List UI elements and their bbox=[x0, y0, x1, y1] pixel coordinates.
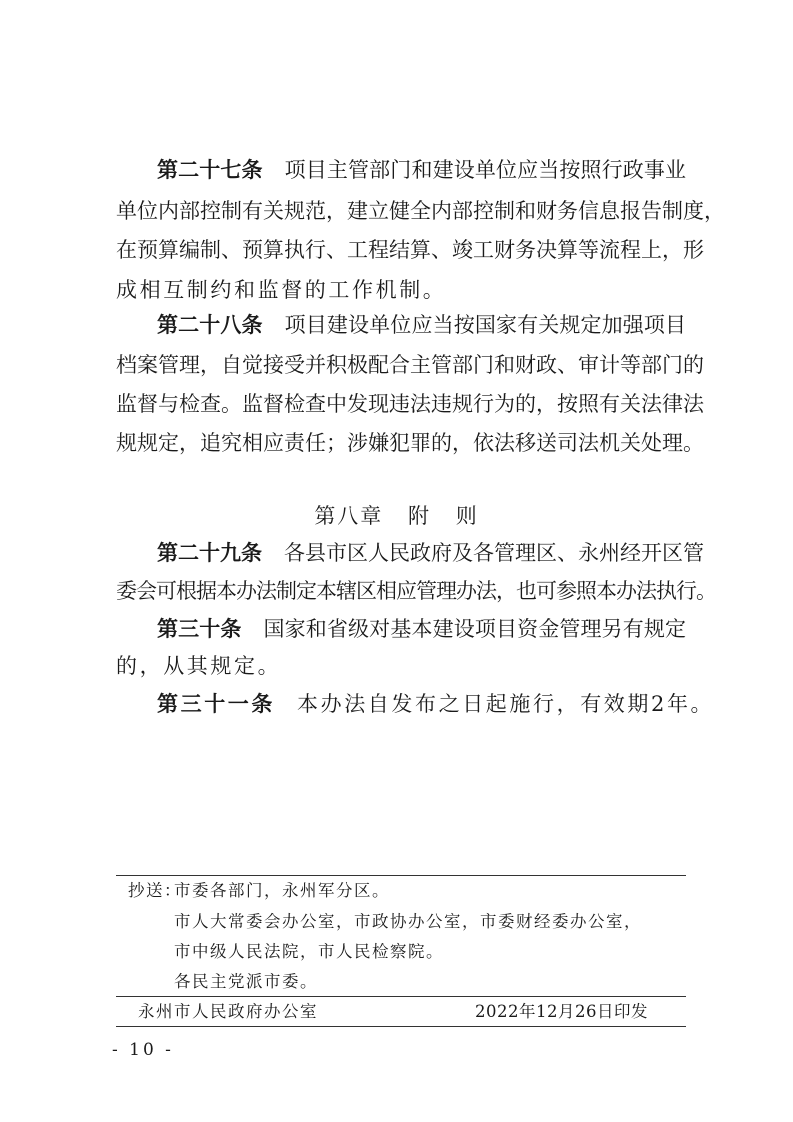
article-label: 第三十一条 bbox=[157, 691, 275, 716]
article-28-line-2: 档案管理，自觉接受并积极配合主管部门和财政、审计等部门的 bbox=[116, 353, 704, 377]
article-label: 第二十七条 bbox=[157, 157, 263, 182]
article-text: 国家和省级对基本建设项目资金管理另有规定 bbox=[263, 617, 687, 641]
issue-date: 2022年12月26日印发 bbox=[475, 1002, 648, 1021]
article-text: 各县市区人民政府及各管理区、永州经开区管 bbox=[284, 541, 704, 565]
chapter-title-part: 则 bbox=[455, 504, 479, 528]
article-28-line-3: 监督与检查。监督检查中发现违法违规行为的，按照有关法律法 bbox=[116, 392, 704, 416]
chapter-number: 第八章 bbox=[314, 504, 384, 528]
article-27-line-1 bbox=[157, 155, 686, 185]
page-number: - 10 - bbox=[112, 1040, 174, 1060]
article-label: 第二十九条 bbox=[157, 540, 262, 565]
article-29-line-1 bbox=[157, 538, 704, 568]
article-30-line-2: 的，从其规定。 bbox=[116, 654, 282, 678]
cc-line: 各民主党派市委。 bbox=[174, 972, 318, 991]
chapter-heading bbox=[0, 500, 793, 530]
article-27-line-4: 成相互制约和监督的工作机制。 bbox=[116, 278, 447, 302]
article-30-line-1 bbox=[157, 614, 686, 644]
article-label: 第二十八条 bbox=[157, 312, 263, 337]
article-text: 项目建设单位应当按国家有关规定加强项目 bbox=[284, 313, 687, 337]
article-text: 本办法自发布之日起施行，有效期2年。 bbox=[297, 692, 715, 716]
article-31-line-1 bbox=[157, 689, 715, 719]
chapter-title-part: 附 bbox=[408, 504, 431, 528]
divider bbox=[116, 875, 686, 876]
article-text: 项目主管部门和建设单位应当按照行政事业 bbox=[284, 158, 687, 182]
article-28-line-4: 规规定，追究相应责任；涉嫌犯罪的，依法移送司法机关处理。 bbox=[116, 431, 704, 455]
article-label: 第三十条 bbox=[157, 616, 242, 641]
divider bbox=[116, 1026, 686, 1027]
article-29-line-2: 委会可根据本办法制定本辖区相应管理办法，也可参照本办法执行。 bbox=[116, 579, 716, 603]
cc-label: 抄送： bbox=[128, 881, 182, 900]
cc-line: 市中级人民法院，市人民检察院。 bbox=[174, 942, 444, 961]
cc-line: 市委各部门，永州军分区。 bbox=[174, 881, 390, 900]
article-27-line-2: 单位内部控制有关规范，建立健全内部控制和财务信息报告制度， bbox=[116, 199, 725, 223]
cc-line: 市人大常委会办公室，市政协办公室，市委财经委办公室， bbox=[174, 912, 642, 931]
issuer: 永州市人民政府办公室 bbox=[138, 1002, 318, 1021]
divider bbox=[116, 996, 686, 997]
article-27-line-3: 在预算编制、预算执行、工程结算、竣工财务决算等流程上，形 bbox=[116, 238, 704, 262]
article-28-line-1 bbox=[157, 310, 686, 340]
